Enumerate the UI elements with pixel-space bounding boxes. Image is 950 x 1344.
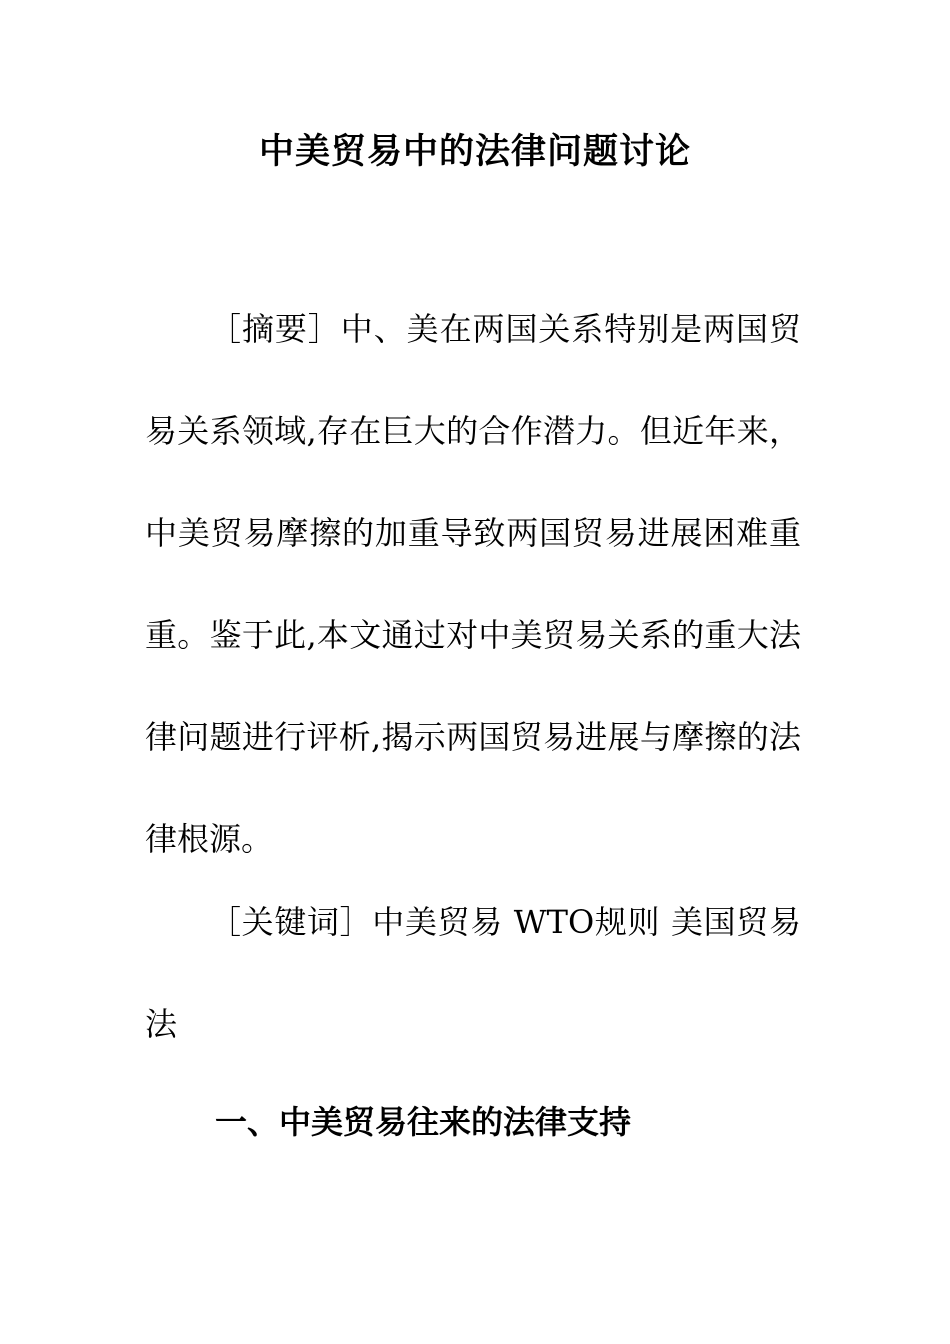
section-heading: 一、中美贸易往来的法律支持 (215, 1103, 632, 1141)
document-title: 中美贸易中的法律问题讨论 (258, 132, 691, 172)
keywords-paragraph: ［关键词］中美贸易 WTO规则 美国贸易法 (145, 903, 801, 1043)
abstract-paragraph: ［摘要］中、美在两国关系特别是两国贸易关系领域,存在巨大的合作潜力。但近年来，中美贸易摩擦的加重导致两国贸易进展困难重重。鉴于此,本文通过对中美贸易关系的重大法律问题进行评析,揭示两国贸易进展与摩擦的法律根源。 (145, 310, 801, 858)
